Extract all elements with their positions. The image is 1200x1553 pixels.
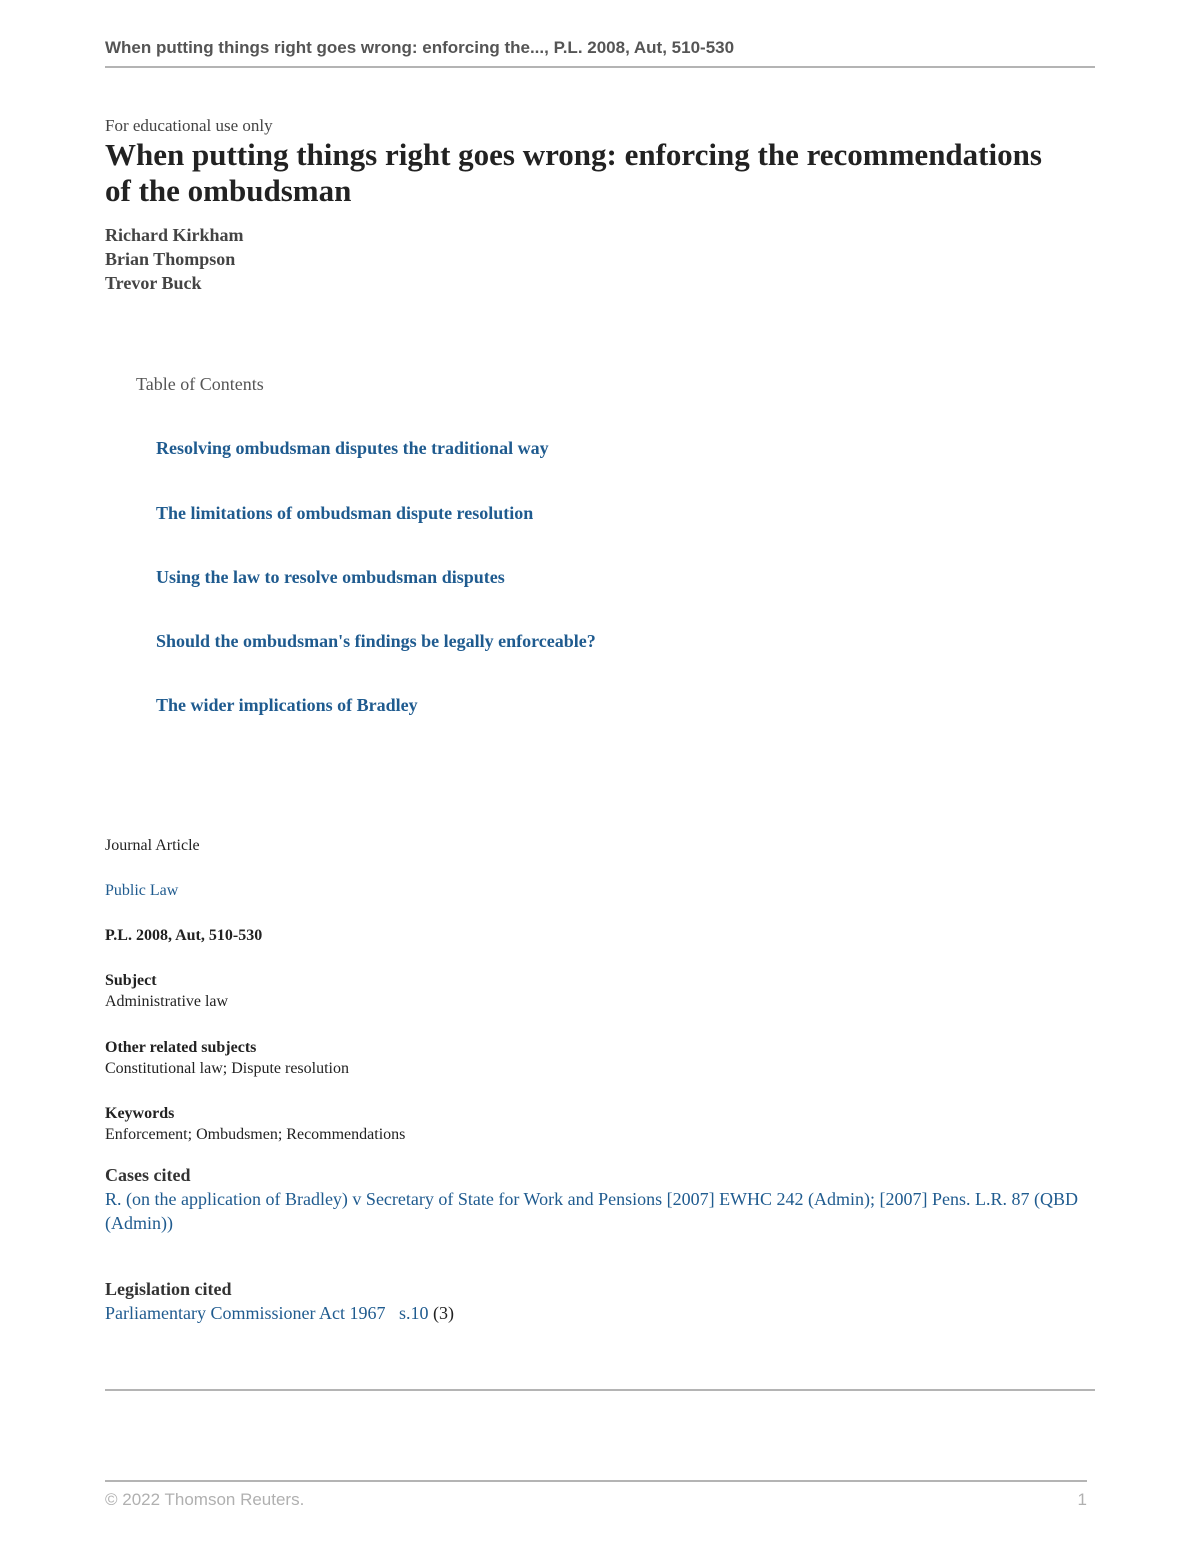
- cases-cited-label: Cases cited: [105, 1165, 191, 1185]
- legislation-subsection: (3): [432, 1303, 454, 1323]
- author-name: Brian Thompson: [105, 249, 236, 269]
- author-list: [105, 223, 244, 295]
- legislation-act-link[interactable]: Parliamentary Commissioner Act 1967: [105, 1303, 386, 1323]
- related-subjects-value: Constitutional law; Dispute resolution: [105, 1060, 349, 1077]
- case-link-bradley[interactable]: R. (on the application of Bradley) v Secretary of State for Work and Pensions [2007] EWHC 242 (Admin); [2007] Pens. L.R. 87 (QBD (Admin)): [105, 1189, 1079, 1233]
- toc-link-legally-enforceable[interactable]: Should the ombudsman's findings be legally enforceable?: [156, 631, 596, 651]
- header-divider: [105, 66, 1095, 68]
- footer-divider: [105, 1480, 1087, 1482]
- educational-use-note: For educational use only: [105, 116, 273, 135]
- toc-link-using-the-law[interactable]: Using the law to resolve ombudsman disputes: [156, 567, 505, 587]
- keywords-section: [105, 1103, 405, 1145]
- document-type: Journal Article: [105, 837, 200, 854]
- author-name: Trevor Buck: [105, 273, 202, 293]
- running-header: When putting things right goes wrong: enforcing the..., P.L. 2008, Aut, 510-530: [105, 38, 735, 57]
- subject-value: Administrative law: [105, 993, 229, 1010]
- copyright-notice: © 2022 Thomson Reuters.: [105, 1490, 305, 1509]
- related-subjects-label: Other related subjects: [105, 1039, 257, 1056]
- subject-section: [105, 970, 228, 1012]
- document-title: When putting things right goes wrong: enforcing the recommendations of the ombudsman: [105, 137, 1042, 208]
- page-number: 1: [1077, 1490, 1087, 1509]
- keywords-value: Enforcement; Ombudsmen; Recommendations: [105, 1126, 406, 1143]
- toc-link-limitations[interactable]: The limitations of ombudsman dispute resolution: [156, 503, 534, 523]
- citation: P.L. 2008, Aut, 510-530: [105, 927, 263, 944]
- toc-link-wider-implications[interactable]: The wider implications of Bradley: [156, 695, 418, 715]
- subject-label: Subject: [105, 972, 157, 989]
- author-name: Richard Kirkham: [105, 225, 244, 245]
- legislation-cited-label: Legislation cited: [105, 1279, 232, 1299]
- toc-heading: Table of Contents: [136, 374, 264, 394]
- legislation-entry: [105, 1301, 454, 1325]
- toc-link-traditional-way[interactable]: Resolving ombudsman disputes the traditional way: [156, 438, 549, 458]
- journal-link[interactable]: Public Law: [105, 882, 179, 899]
- related-subjects-section: [105, 1037, 349, 1079]
- content-divider: [105, 1389, 1095, 1391]
- keywords-label: Keywords: [105, 1105, 175, 1122]
- legislation-cited-section: [105, 1278, 454, 1325]
- legislation-section-link[interactable]: s.10: [398, 1303, 429, 1323]
- cases-cited-section: [105, 1164, 1095, 1235]
